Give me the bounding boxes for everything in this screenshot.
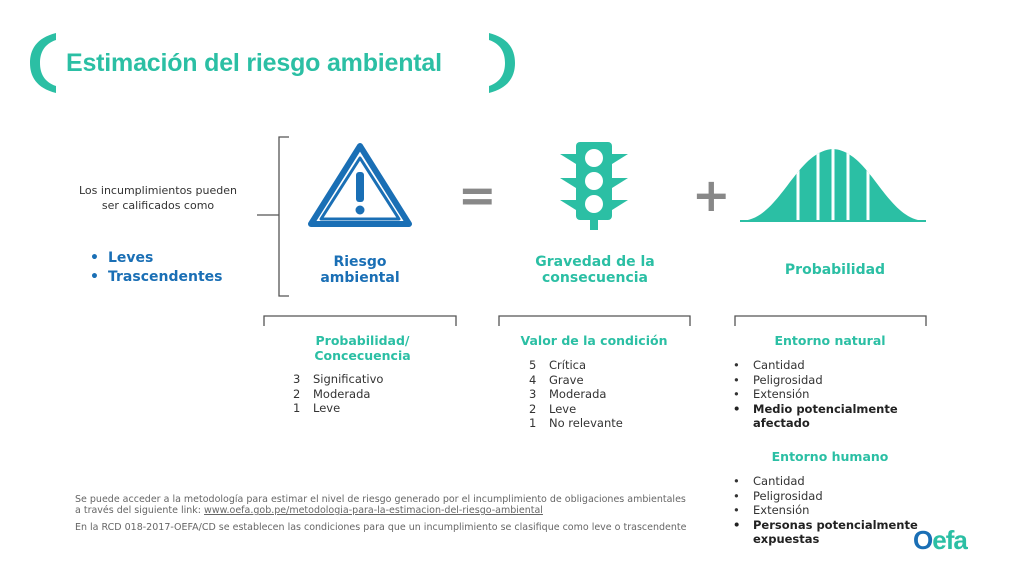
natural-environment-heading: Entorno natural xyxy=(774,333,886,348)
list-item: • Cantidad xyxy=(733,474,933,489)
list-item: • Cantidad xyxy=(733,358,933,373)
list-item: 4 Grave xyxy=(529,372,584,387)
list-item: 3 Significativo xyxy=(293,372,384,386)
intro-bracket xyxy=(255,135,295,300)
severity-label: Gravedad de la consecuencia xyxy=(535,254,655,286)
warning-icon xyxy=(305,140,415,230)
list-item: 3 Moderada xyxy=(529,387,607,402)
right-bracket-shape xyxy=(489,33,515,93)
section-brackets xyxy=(0,310,1024,330)
list-item: • Extensión xyxy=(733,503,933,518)
risk-label: Riesgo ambiental xyxy=(320,254,400,286)
bell-curve-icon xyxy=(740,145,926,225)
natural-environment-list xyxy=(733,358,933,431)
prob-consequence-list xyxy=(293,372,383,416)
list-item: • Peligrosidad xyxy=(733,489,933,504)
intro-text: Los incumplimientos pueden ser calificados como xyxy=(79,184,237,212)
list-item: 2 Leve xyxy=(529,401,577,416)
condition-value-heading: Valor de la condición xyxy=(520,333,668,348)
page-title: Estimación del riesgo ambiental xyxy=(66,49,442,77)
equals-sign: = xyxy=(458,168,497,222)
option-trascendentes: • Trascendentes xyxy=(88,268,222,287)
left-bracket-shape xyxy=(30,33,56,93)
list-item: 1 Leve xyxy=(293,401,341,416)
list-item: 2 Moderada xyxy=(293,386,371,401)
probability-label: Probabilidad xyxy=(784,262,886,278)
list-item: • Extensión xyxy=(733,387,933,402)
human-environment-heading: Entorno humano xyxy=(771,449,889,464)
oefa-logo: Oefa xyxy=(913,525,967,555)
plus-sign: + xyxy=(692,168,731,222)
condition-value-list xyxy=(529,358,623,431)
list-item: • Peligrosidad xyxy=(733,373,933,388)
list-item: 1 No relevante xyxy=(529,416,623,431)
methodology-link[interactable]: www.oefa.gob.pe/metodologia-para-la-estimacion-del-riesgo-ambiental xyxy=(204,505,543,516)
prob-consequence-heading: Probabilidad/ Concecuencia xyxy=(314,333,411,363)
traffic-light-icon xyxy=(552,138,636,233)
list-item: • Personas potencialmente expuestas xyxy=(733,518,933,547)
footer-note-methodology xyxy=(75,494,690,516)
list-item: 5 Crítica xyxy=(529,358,587,372)
footer-note-rcd: En la RCD 018-2017-OEFA/CD se establecen las condiciones para que un incumplimiento se clasifique como leve o trascendente xyxy=(75,522,687,533)
option-leves: • Leves xyxy=(88,249,222,268)
severity-options xyxy=(88,249,222,287)
human-environment-list xyxy=(733,474,933,547)
list-item: • Medio potencialmente afectado xyxy=(733,402,933,431)
footer-text: Se puede acceder a la metodología para estimar el nivel de riesgo generado por el incumplimiento de obligaciones ambientales a través del siguiente link: xyxy=(75,494,686,516)
